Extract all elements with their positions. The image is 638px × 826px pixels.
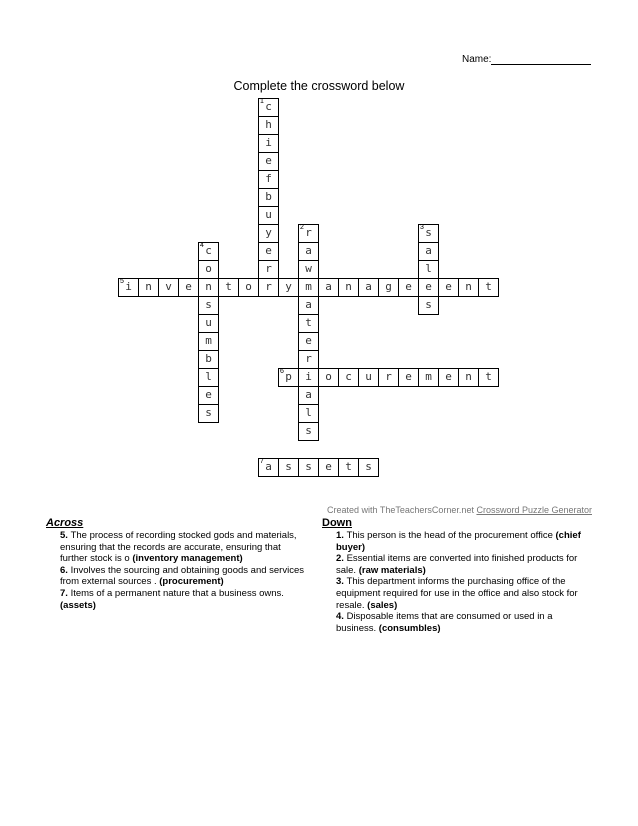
- crossword-cell[interactable]: [378, 368, 399, 387]
- crossword-cell[interactable]: [338, 278, 359, 297]
- clue-text: Involves the sourcing and obtaining goods and services from external sources .: [60, 564, 304, 588]
- crossword-cell[interactable]: [218, 278, 239, 297]
- crossword-cell[interactable]: [118, 278, 139, 297]
- down-clues: [322, 517, 592, 634]
- crossword-cell[interactable]: [418, 260, 439, 279]
- across-clue: [46, 530, 308, 565]
- clue-text: This person is the head of the procurement office: [346, 530, 556, 541]
- cell-letter: s: [205, 298, 212, 311]
- clue-num: 1.: [336, 530, 347, 541]
- cell-letter: w: [305, 262, 312, 275]
- crossword-cell[interactable]: [358, 278, 379, 297]
- crossword-cell[interactable]: [298, 422, 319, 441]
- cell-letter: o: [325, 370, 332, 383]
- cell-letter: e: [325, 460, 332, 473]
- crossword-cell[interactable]: [298, 224, 319, 243]
- clue-number: 6: [280, 368, 284, 375]
- crossword-cell[interactable]: [358, 458, 379, 477]
- cell-letter: n: [465, 280, 472, 293]
- crossword-cell[interactable]: [138, 278, 159, 297]
- cell-letter: u: [365, 370, 372, 383]
- cell-letter: c: [205, 244, 212, 257]
- clue-text: This department informs the purchasing office of the equipment required for use in the office and also stock for resale.: [336, 576, 578, 611]
- crossword-cell[interactable]: [418, 242, 439, 261]
- clue-answer: (assets): [60, 599, 96, 611]
- crossword-cell[interactable]: [198, 296, 219, 315]
- cell-letter: a: [305, 388, 312, 401]
- across-heading: Across: [46, 517, 84, 529]
- cell-letter: t: [225, 280, 232, 293]
- crossword-cell[interactable]: [258, 278, 279, 297]
- crossword-cell[interactable]: [378, 278, 399, 297]
- crossword-cell[interactable]: [258, 98, 279, 117]
- clue-num: 7.: [60, 587, 71, 599]
- cell-letter: b: [265, 190, 272, 203]
- cell-letter: a: [325, 280, 332, 293]
- credit-line: [327, 505, 592, 515]
- crossword-cell[interactable]: [298, 278, 319, 297]
- cell-letter: i: [265, 136, 272, 149]
- cell-letter: m: [205, 334, 212, 347]
- crossword-cell[interactable]: [258, 224, 279, 243]
- cell-letter: l: [205, 370, 212, 383]
- cell-letter: e: [445, 280, 452, 293]
- crossword-cell[interactable]: [258, 170, 279, 189]
- crossword-cell[interactable]: [278, 458, 299, 477]
- clue-text: The process of recording stocked gods and materials, ensuring that the records are accurate, ensuring that further stock is o: [60, 530, 297, 565]
- cell-letter: a: [305, 244, 312, 257]
- crossword-cell[interactable]: [258, 134, 279, 153]
- cell-letter: y: [265, 226, 272, 239]
- cell-letter: t: [305, 316, 312, 329]
- down-clue: [322, 553, 592, 576]
- across-clue: [46, 588, 308, 611]
- cell-letter: e: [405, 370, 412, 383]
- cell-letter: a: [425, 244, 432, 257]
- crossword-cell[interactable]: [298, 404, 319, 423]
- crossword-cell[interactable]: [198, 350, 219, 369]
- clue-number: 5: [120, 278, 124, 285]
- cell-letter: o: [205, 262, 212, 275]
- crossword-cell[interactable]: [298, 332, 319, 351]
- cell-letter: r: [305, 226, 312, 239]
- down-clue: [322, 530, 592, 553]
- cell-letter: e: [405, 280, 412, 293]
- cell-letter: o: [245, 280, 252, 293]
- crossword-cell[interactable]: [458, 368, 479, 387]
- cell-letter: i: [305, 370, 312, 383]
- cell-letter: s: [205, 406, 212, 419]
- clue-number: 7: [260, 458, 264, 465]
- cell-letter: n: [465, 370, 472, 383]
- crossword-cell[interactable]: [298, 458, 319, 477]
- crossword-cell[interactable]: [258, 206, 279, 225]
- clue-num: 5.: [60, 530, 71, 541]
- crossword-cell[interactable]: [198, 332, 219, 351]
- crossword-cell[interactable]: [258, 260, 279, 279]
- cell-letter: l: [425, 262, 432, 275]
- clue-answer: (consumbles): [378, 622, 441, 634]
- crossword-cell[interactable]: [258, 116, 279, 135]
- cell-letter: s: [425, 226, 432, 239]
- crossword-cell[interactable]: [198, 260, 219, 279]
- crossword-cell[interactable]: [478, 368, 499, 387]
- cell-letter: u: [205, 316, 212, 329]
- clue-num: 2.: [336, 553, 347, 565]
- clue-num: 3.: [336, 576, 347, 588]
- clue-text: Disposable items that are consumed or used in a business.: [336, 611, 553, 634]
- cell-letter: e: [185, 280, 192, 293]
- cell-letter: e: [205, 388, 212, 401]
- crossword-cell[interactable]: [258, 458, 279, 477]
- cell-letter: t: [485, 280, 492, 293]
- cell-letter: e: [445, 370, 452, 383]
- credit-prefix: Created with TheTeachersCorner.net: [327, 505, 477, 515]
- crossword-cell[interactable]: [178, 278, 199, 297]
- clue-answer: (inventory management): [132, 553, 243, 565]
- crossword-cell[interactable]: [278, 368, 299, 387]
- cell-letter: h: [265, 118, 272, 131]
- crossword-cell[interactable]: [198, 368, 219, 387]
- cell-letter: n: [145, 280, 152, 293]
- crossword-cell[interactable]: [298, 260, 319, 279]
- crossword-cell[interactable]: [158, 278, 179, 297]
- cell-letter: r: [265, 262, 272, 275]
- clue-answer: (sales): [367, 599, 398, 611]
- crossword-cell[interactable]: [398, 368, 419, 387]
- crossword-cell[interactable]: [338, 458, 359, 477]
- cell-letter: e: [305, 334, 312, 347]
- cell-letter: s: [425, 298, 432, 311]
- crossword-cell[interactable]: [338, 368, 359, 387]
- crossword-cell[interactable]: [478, 278, 499, 297]
- cell-letter: v: [165, 280, 172, 293]
- clue-number: 3: [420, 224, 424, 231]
- crossword-cell[interactable]: [298, 242, 319, 261]
- cell-letter: t: [345, 460, 352, 473]
- crossword-cell[interactable]: [418, 296, 439, 315]
- crossword-cell[interactable]: [298, 368, 319, 387]
- crossword-cell[interactable]: [318, 368, 339, 387]
- cell-letter: g: [385, 280, 392, 293]
- cell-letter: i: [125, 280, 132, 293]
- clue-number: 4: [200, 242, 204, 249]
- crossword-cell[interactable]: [298, 386, 319, 405]
- crossword-cell[interactable]: [418, 278, 439, 297]
- crossword-cell[interactable]: [278, 278, 299, 297]
- crossword-cell[interactable]: [198, 278, 219, 297]
- crossword-cell[interactable]: [298, 350, 319, 369]
- cell-letter: c: [265, 100, 272, 113]
- crossword-cell[interactable]: [198, 404, 219, 423]
- crossword-cell[interactable]: [318, 458, 339, 477]
- cell-letter: r: [385, 370, 392, 383]
- clue-number: 1: [260, 98, 264, 105]
- cell-letter: e: [425, 280, 432, 293]
- name-label: Name:: [462, 54, 492, 65]
- cell-letter: y: [285, 280, 292, 293]
- cell-letter: s: [305, 460, 312, 473]
- clue-answer: (chief buyer): [336, 530, 581, 553]
- cell-letter: e: [265, 244, 272, 257]
- cell-letter: n: [205, 280, 212, 293]
- cell-letter: n: [345, 280, 352, 293]
- clue-answer: (procurement): [159, 576, 224, 588]
- crossword-cell[interactable]: [418, 224, 439, 243]
- crossword-cell[interactable]: [438, 368, 459, 387]
- cell-letter: c: [345, 370, 352, 383]
- crossword-cell[interactable]: [238, 278, 259, 297]
- cell-letter: a: [365, 280, 372, 293]
- crossword-cell[interactable]: [298, 296, 319, 315]
- cell-letter: b: [205, 352, 212, 365]
- cell-letter: u: [265, 208, 272, 221]
- across-clues: [46, 517, 308, 611]
- clue-text: Essential items are converted into finished products for sale.: [336, 553, 578, 576]
- cell-letter: s: [285, 460, 292, 473]
- crossword-cell[interactable]: [438, 278, 459, 297]
- cell-letter: t: [485, 370, 492, 383]
- clue-num: 4.: [336, 611, 347, 623]
- crossword-cell[interactable]: [458, 278, 479, 297]
- down-heading: Down: [322, 517, 352, 529]
- clue-text: Items of a permanent nature that a business owns.: [70, 587, 284, 599]
- cell-letter: e: [265, 154, 272, 167]
- cell-letter: p: [285, 370, 292, 383]
- cell-letter: f: [265, 172, 272, 185]
- crossword-cell[interactable]: [358, 368, 379, 387]
- down-clue: [322, 611, 592, 634]
- clue-answer: (raw materials): [358, 564, 426, 576]
- crossword-cell[interactable]: [198, 314, 219, 333]
- crossword-cell[interactable]: [258, 152, 279, 171]
- cell-letter: r: [305, 352, 312, 365]
- crossword-cell[interactable]: [398, 278, 419, 297]
- cell-letter: a: [265, 460, 272, 473]
- cell-letter: r: [265, 280, 272, 293]
- clue-number: 2: [300, 224, 304, 231]
- page-title: Complete the crossword below: [233, 79, 405, 93]
- down-clue: [322, 576, 592, 611]
- cell-letter: l: [305, 406, 312, 419]
- cell-letter: m: [425, 370, 432, 383]
- crossword-cell[interactable]: [298, 314, 319, 333]
- across-clue: [46, 565, 308, 588]
- cell-letter: m: [305, 280, 312, 293]
- cell-letter: a: [305, 298, 312, 311]
- crossword-cell[interactable]: [318, 278, 339, 297]
- crossword-cell[interactable]: [258, 242, 279, 261]
- crossword-cell[interactable]: [258, 188, 279, 207]
- crossword-cell[interactable]: [198, 386, 219, 405]
- cell-letter: s: [305, 424, 312, 437]
- cell-letter: s: [365, 460, 372, 473]
- clue-num: 6.: [60, 564, 71, 576]
- credit-link[interactable]: Crossword Puzzle Generator: [476, 505, 592, 515]
- crossword-cell[interactable]: [198, 242, 219, 261]
- crossword-cell[interactable]: [418, 368, 439, 387]
